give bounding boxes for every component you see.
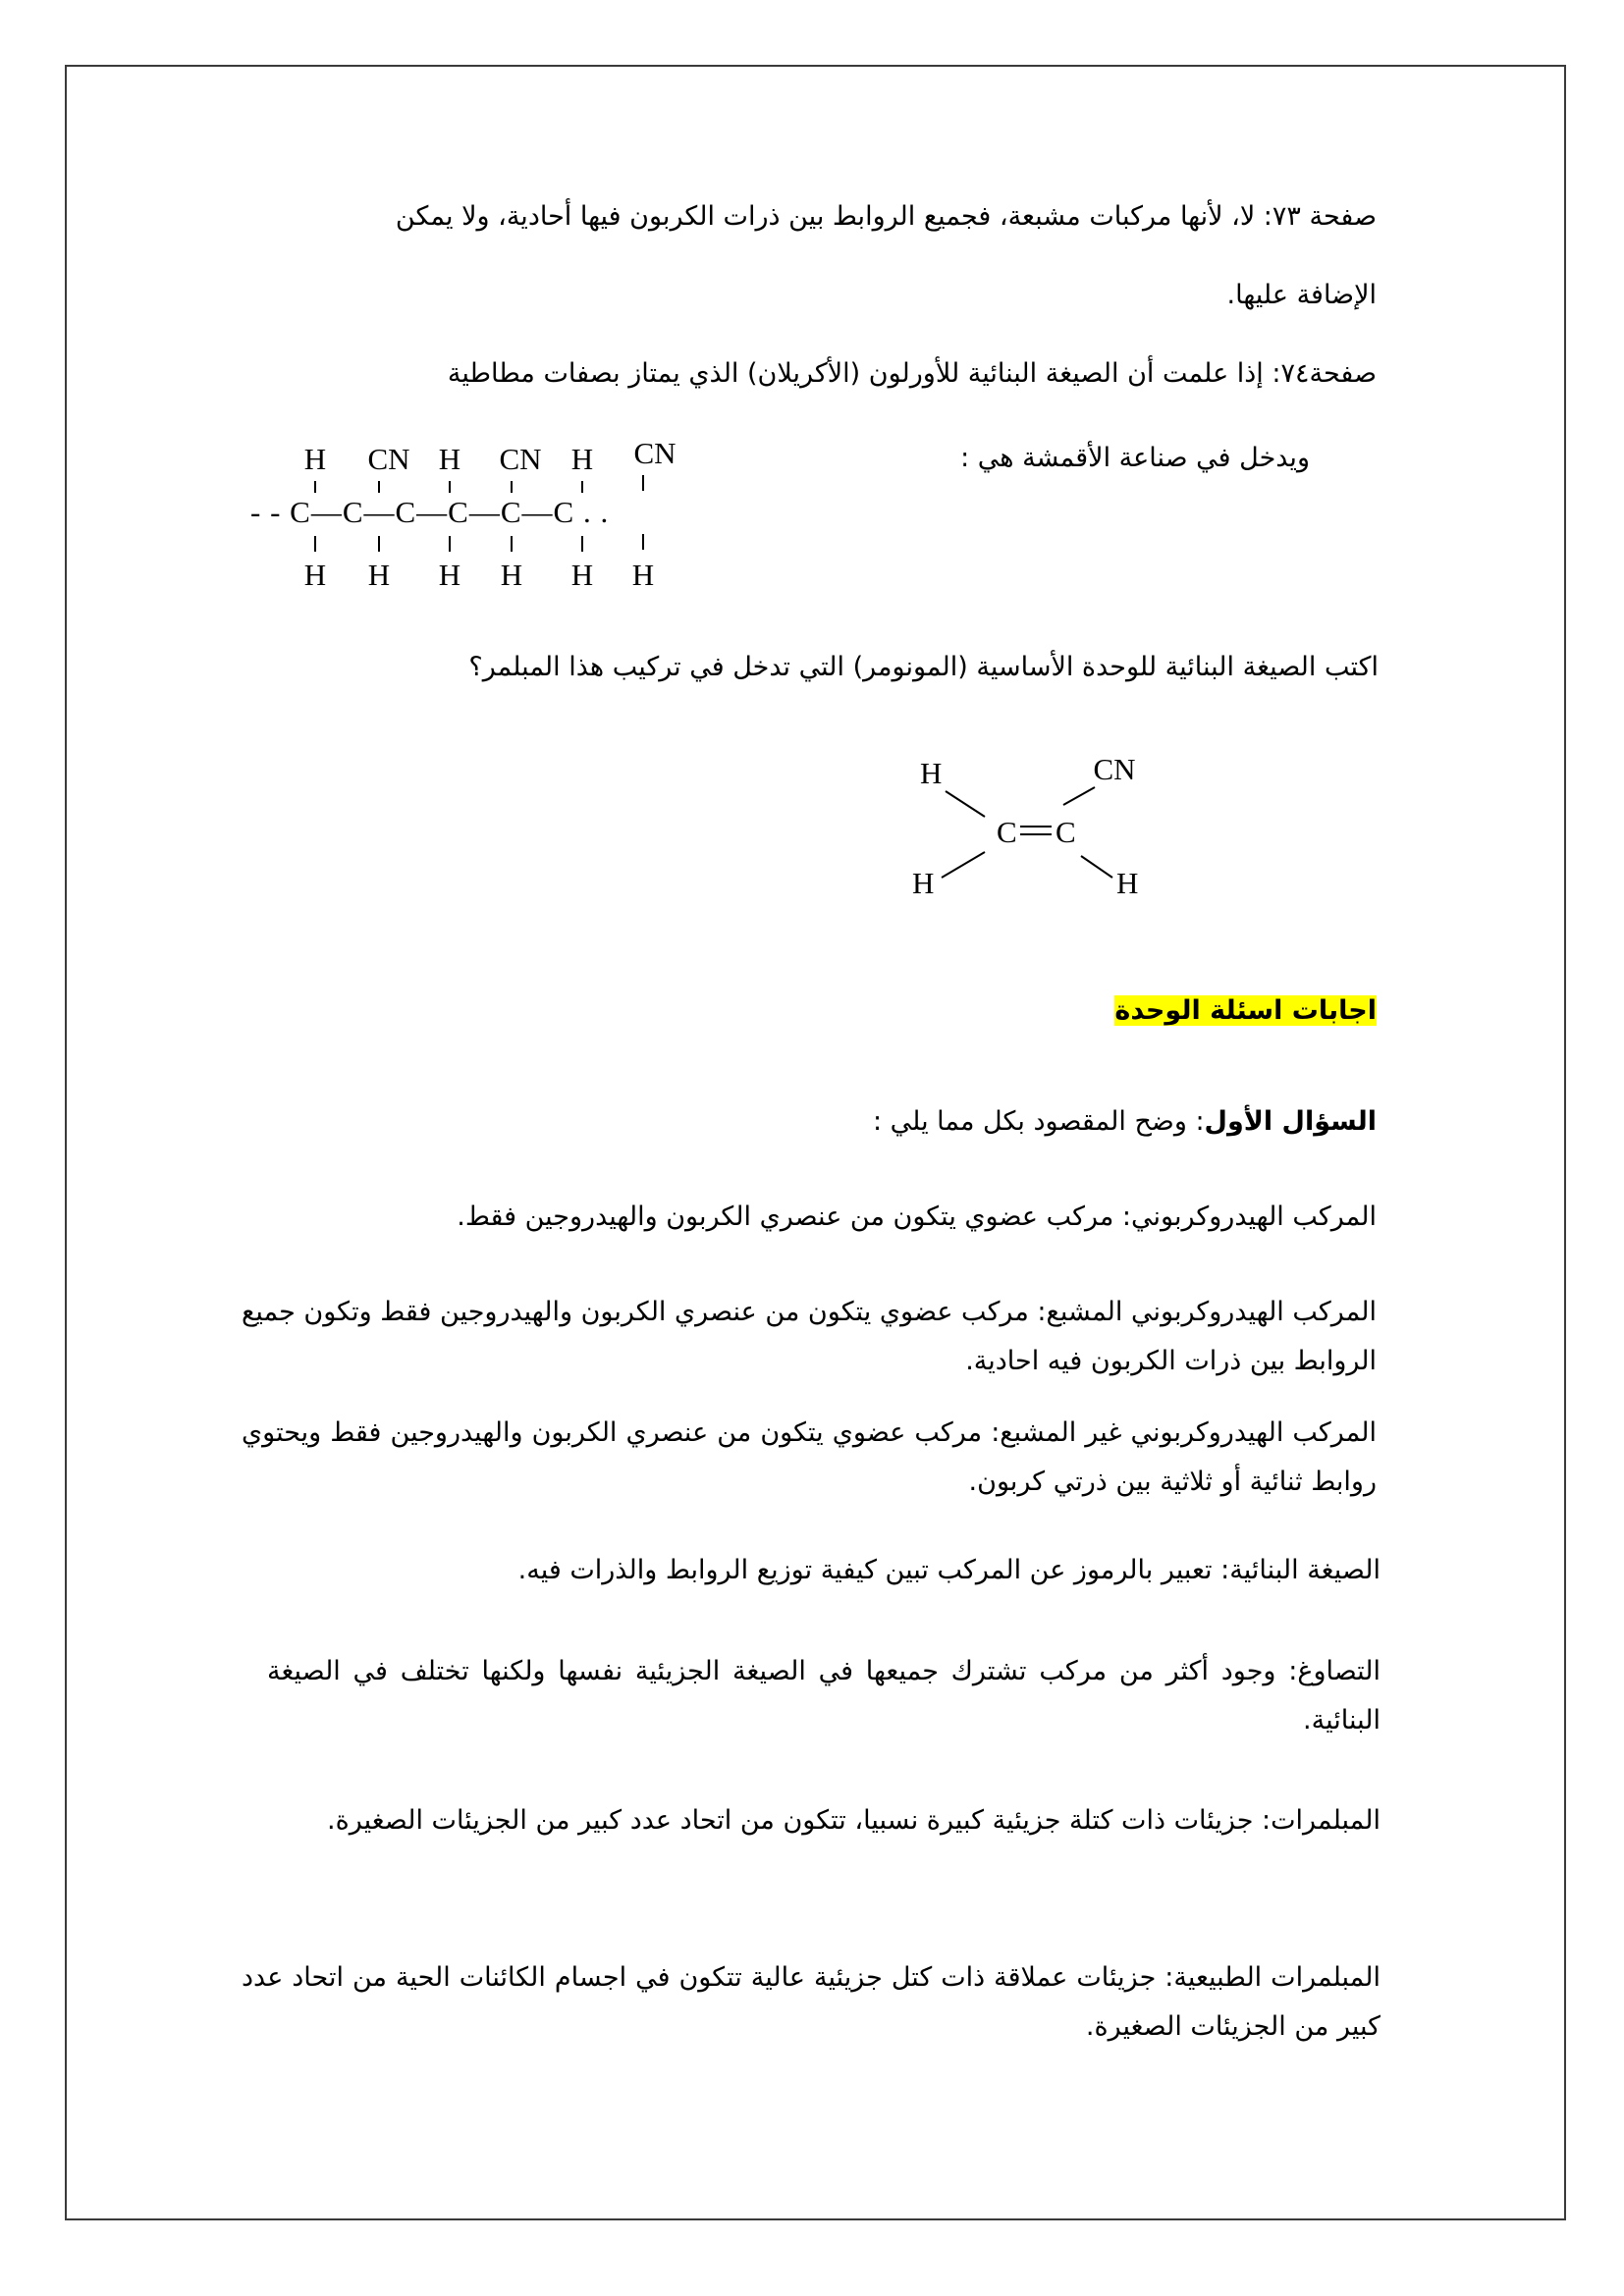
- polymer-bottom-atom: H: [438, 558, 461, 592]
- polymer-top-atom: CN: [633, 436, 677, 470]
- p73-line1: صفحة ٧٣: لا، لأنها مركبات مشبعة، فجميع الروابط بين ذرات الكربون فيها أحادية، ولا يمكن: [395, 201, 1377, 232]
- polymer-bottom-atom: H: [367, 558, 391, 592]
- definition-6: المبلمرات: جزيئات ذات كتلة جزيئية كبيرة نسبيا، تتكون من اتحاد عدد كبير من الجزيئات الصغيرة.: [327, 1805, 1380, 1836]
- definition-4: الصيغة البنائية: تعبير بالرموز عن المركب تبين كيفية توزيع الروابط والذرات فيه.: [517, 1555, 1380, 1585]
- monomer-h-top-left: H: [920, 756, 943, 790]
- p74-line1: صفحة٧٤: إذا علمت أن الصيغة البنائية للأورلون (الأكريلان) الذي يمتاز بصفات مطاطية: [447, 358, 1377, 389]
- question-1-label: السؤال الأول: [1204, 1106, 1377, 1137]
- monomer-structure: [898, 746, 1164, 913]
- unit-answers-heading: اجابات اسئلة الوحدة: [1114, 995, 1377, 1026]
- definition-3: المركب الهيدروكربوني غير المشبع: مركب عضوي يتكون من عنصري الكربون والهيدروجين فقط ويحتوي روابط ثنائية أو ثلاثية بين ذرتي كربون.: [242, 1417, 1377, 1497]
- monomer-carbon-right: C: [1056, 815, 1076, 849]
- polymer-backbone: - - C—C—C—C—C—C . .: [250, 495, 610, 529]
- polymer-bottom-atom: H: [500, 558, 523, 592]
- definition-5: التصاوغ: وجود أكثر من مركب تشترك جميعها في الصيغة الجزيئية نفسها ولكنها تختلف في الصيغة البنائية.: [267, 1656, 1380, 1735]
- polymer-top-atom: H: [303, 442, 327, 476]
- monomer-h-bottom-left: H: [912, 866, 935, 900]
- monomer-carbon-left: C: [997, 815, 1017, 849]
- polymer-top-atom: CN: [499, 442, 542, 476]
- question-1-text: : وضح المقصود بكل مما يلي :: [872, 1106, 1205, 1137]
- polymer-bottom-atom: H: [303, 558, 327, 592]
- polymer-top-atom: CN: [367, 442, 410, 476]
- question-1: [873, 1097, 1377, 1147]
- definition-7: المبلمرات الطبيعية: جزيئات عملاقة ذات كتل جزيئية عالية تتكون في اجسام الكائنات الحية من اتحاد عدد كبير من الجزيئات الصغيرة.: [242, 1962, 1380, 2042]
- p74-line2: ويدخل في صناعة الأقمشة هي :: [960, 443, 1310, 473]
- question-monomer: اكتب الصيغة البنائية للوحدة الأساسية (المونومر) التي تدخل في تركيب هذا المبلمر؟: [468, 652, 1379, 682]
- polymer-structure: [250, 432, 722, 604]
- definition-1: المركب الهيدروكربوني: مركب عضوي يتكون من عنصري الكربون والهيدروجين فقط.: [457, 1201, 1377, 1232]
- p73-line2: الإضافة عليها.: [1226, 280, 1377, 310]
- polymer-top-atom: H: [438, 442, 461, 476]
- polymer-bottom-atom: H: [570, 558, 594, 592]
- monomer-h-bottom-right: H: [1116, 866, 1139, 900]
- definition-2: المركب الهيدروكربوني المشبع: مركب عضوي يتكون من عنصري الكربون والهيدروجين فقط وتكون جميع الروابط بين ذرات الكربون فيه احادية.: [242, 1297, 1377, 1376]
- polymer-bottom-atom: H: [631, 558, 655, 592]
- polymer-top-atom: H: [570, 442, 594, 476]
- monomer-cn: CN: [1093, 752, 1136, 786]
